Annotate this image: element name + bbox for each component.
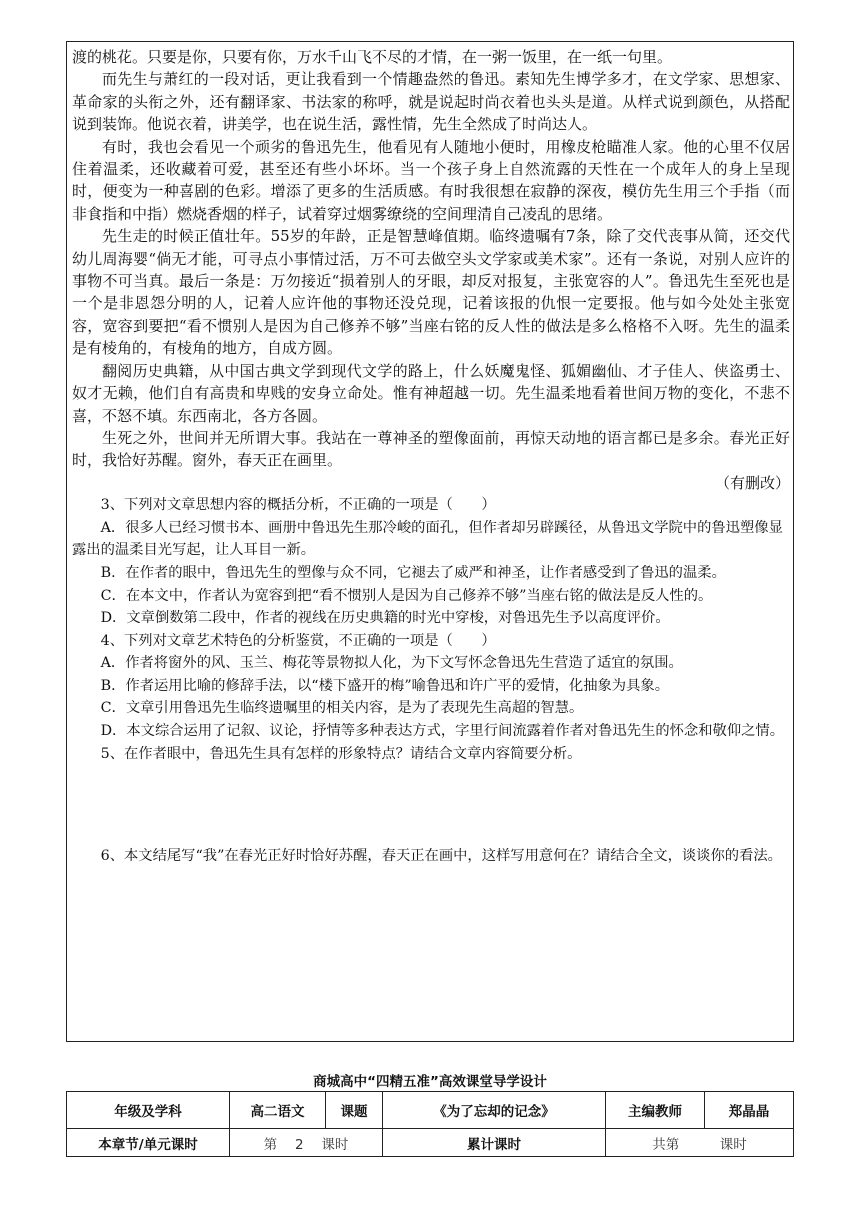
total-hours-label: 累计课时 xyxy=(383,1129,606,1157)
question-3-option-a: A．很多人已经习惯书本、画册中鲁迅先生那冷峻的面孔，但作者却另辟蹊径，从鲁迅文学院中的鲁迅塑像显露出的温柔目光写起，让人耳目一新。 xyxy=(72,519,783,559)
article-paragraph: 生死之外，世间并无所谓大事。我站在一尊神圣的塑像面前，再惊天动地的语言都已是多余。春光正好时，我恰好苏醒。窗外，春天正在画里。 xyxy=(72,428,790,470)
lesson-number: 第 2 课时 xyxy=(230,1129,383,1157)
editor-value: 郑晶晶 xyxy=(705,1092,794,1129)
article-line-first: 渡的桃花。只要是你，只要有你，万水千山飞不尽的才情，在一粥一饭里，在一纸一句里。 xyxy=(72,48,673,66)
question-3-stem: 3、下列对文章思想内容的概括分析，不正确的一项是（ ） xyxy=(100,497,496,514)
question-4-stem: 4、下列对文章艺术特色的分析鉴赏，不正确的一项是（ ） xyxy=(100,632,496,649)
unit-hours-label: 本章节/单元课时 xyxy=(67,1129,230,1157)
worksheet-content xyxy=(72,46,790,868)
editor-label: 主编教师 xyxy=(606,1092,705,1129)
question-3-option-b: B．在作者的眼中，鲁迅先生的塑像与众不同，它褪去了威严和神圣，让作者感受到了鲁迅的温柔。 xyxy=(100,564,726,581)
question-4-option-c: C．文章引用鲁迅先生临终遗嘱里的相关内容，是为了表现先生高超的智慧。 xyxy=(100,700,584,717)
question-4-option-b: B．作者运用比喻的修辞手法，以“楼下盛开的梅”喻鲁迅和许广平的爱情，化抽象为具象。 xyxy=(100,677,669,694)
question-5-stem: 5、在作者眼中，鲁迅先生具有怎样的形象特点？请结合文章内容简要分析。 xyxy=(100,745,582,762)
question-5-answer-space[interactable] xyxy=(72,765,790,845)
grade-subject-value: 高二语文 xyxy=(230,1092,326,1129)
lesson-info-row xyxy=(67,1129,794,1157)
article-paragraph: 先生走的时候正值壮年。55岁的年龄，正是智慧峰值期。临终遗嘱有7条，除了交代丧事从简，还交代幼儿周海婴“倘无才能，可寻点小事情过活，万不可去做空头文学家或美术家”。还有一条说，对别人应许的事物不可当真。最后一条是：万勿接近“损着别人的牙眼，却反对报复，主张宽容的人”。鲁迅先生至死也是一个是非恩怨分明的人，记着人应许他的事物还没兑现，记着该报的仇恨一定要报。他与如今处处主张宽容，宽容到要把“看不惯别人是因为自己修养不够”当座右铭的反人性的做法是多么格格不入呀。先生的温柔是有棱角的，有棱角的地方，自成方圆。 xyxy=(72,227,790,358)
total-hours-value: 共第 课时 xyxy=(606,1129,794,1157)
topic-value: 《为了忘却的记念》 xyxy=(383,1092,606,1129)
question-3-option-c: C．在本文中，作者认为宽容到把“看不惯别人是因为自己修养不够”当座右铭的做法是反人性的。 xyxy=(100,587,713,604)
question-6-stem: 6、本文结尾写“我”在春光正好时恰好苏醒，春天正在画中，这样写用意何在？请结合全文，谈谈你的看法。 xyxy=(100,848,782,865)
question-3-option-d: D．文章倒数第二段中，作者的视线在历史典籍的时光中穿梭，对鲁迅先生予以高度评价。 xyxy=(100,610,670,627)
lesson-info-row xyxy=(67,1092,794,1129)
source-note: （有删改） xyxy=(714,473,790,492)
article-paragraph: 翻阅历史典籍，从中国古典文学到现代文学的路上，什么妖魔鬼怪、狐媚幽仙、才子佳人、侠盗勇士、奴才无赖，他们自有高贵和卑贱的安身立命处。惟有神超越一切。先生温柔地看着世间万物的变化，不悲不喜，不怒不填。东西南北，各方各圆。 xyxy=(72,361,790,425)
question-4-option-d: D．本文综合运用了记叙、议论，抒情等多种表达方式，字里行间流露着作者对鲁迅先生的怀念和敬仰之情。 xyxy=(100,723,785,740)
lesson-info-table xyxy=(66,1091,794,1157)
question-4-option-a: A．作者将窗外的风、玉兰、梅花等景物拟人化，为下文写怀念鲁迅先生营造了适宜的氛围。 xyxy=(100,655,683,672)
topic-label: 课题 xyxy=(326,1092,383,1129)
article-paragraph: 有时，我也会看见一个顽劣的鲁迅先生，他看见有人随地小便时，用橡皮枪瞄准人家。他的心里不仅居住着温柔，还收藏着可爱，甚至还有些小坏坏。当一个孩子身上自然流露的天性在一个成年人的身上呈现时，便变为一种喜剧的色彩。增添了更多的生活质感。有时我很想在寂静的深夜，模仿先生用三个手指（而非食指和中指）燃烧香烟的样子，试着穿过烟雾缭绕的空间理清自己凌乱的思绪。 xyxy=(72,137,790,223)
lesson-design-title: 商城高中“四精五准”高效课堂导学设计 xyxy=(313,1074,547,1090)
article-paragraph: 而先生与萧红的一段对话，更让我看到一个情趣盎然的鲁迅。素知先生博学多才，在文学家、思想家、革命家的头衔之外，还有翻译家、书法家的称呼，就是说起时尚衣着也头头是道。从样式说到颜色，从搭配说到装饰。他说衣着，讲美学，也在说生活，露性情，先生全然成了时尚达人。 xyxy=(72,70,790,134)
grade-subject-label: 年级及学科 xyxy=(67,1092,230,1129)
